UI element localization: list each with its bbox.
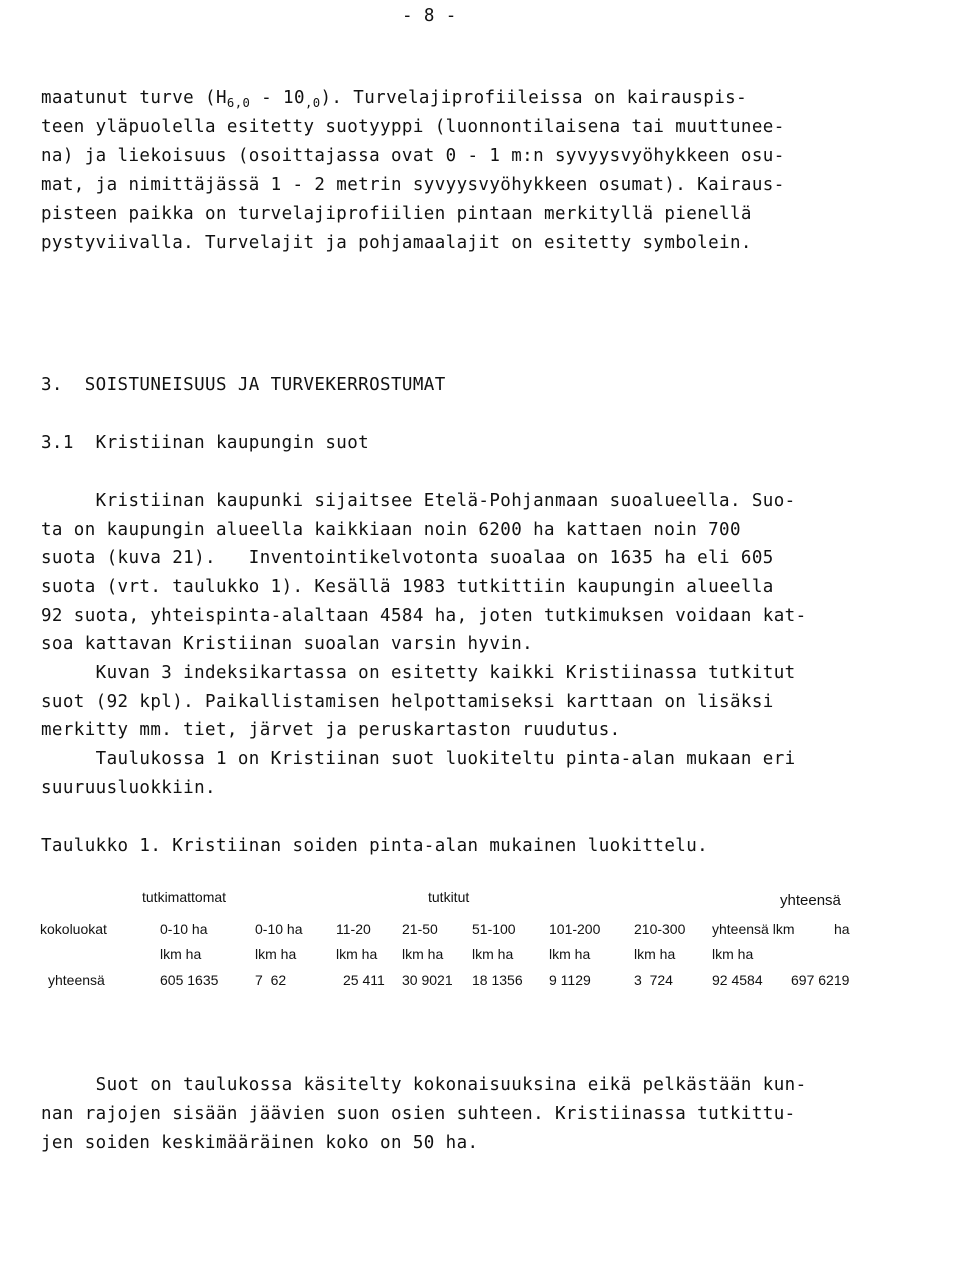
table-cell: 92 4584 [712, 972, 763, 988]
table-unit: lkm ha [712, 946, 754, 962]
table-unit: lkm ha [255, 946, 297, 962]
body-p2-line-3: merkitty mm. tiet, järvet ja peruskartaston ruudutus. [41, 720, 621, 740]
closing-line-2: nan rajojen sisään jäävien suon osien suhteen. Kristiinassa tutkittu- [41, 1104, 796, 1124]
intro-line-4: mat, ja nimittäjässä 1 - 2 metrin syvyysvyöhykkeen osumat). Kairaus- [41, 175, 785, 195]
table-cell: 9 1129 [549, 972, 591, 988]
body-p2-line-2: suot (92 kpl). Paikallistamisen helpottamiseksi karttaan on lisäksi [41, 692, 774, 712]
body-p1-line-4: suota (vrt. taulukko 1). Kesällä 1983 tutkittiin kaupungin alueella [41, 577, 774, 597]
intro-line-1-c: ). Turvelajiprofiileissa on kairauspis- [320, 88, 747, 108]
intro-line-1-a: maatunut turve (H [41, 88, 227, 108]
section-heading: 3. SOISTUNEISUUS JA TURVEKERROSTUMAT [41, 375, 446, 395]
subsection-heading: 3.1 Kristiinan kaupungin suot [41, 433, 370, 453]
table-row-label: yhteensä [48, 972, 105, 988]
table-header-class: 0-10 ha [160, 921, 208, 937]
intro-line-6: pystyviivalla. Turvelajit ja pohjamaalajit on esitetty symbolein. [41, 233, 752, 253]
table-cell: 30 9021 [402, 972, 453, 988]
body-p1-line-3: suota (kuva 21). Inventointikelvotonta suoalaa on 1635 ha eli 605 [41, 548, 774, 568]
table-header-class: 21-50 [402, 921, 438, 937]
body-p1-line-6: soa kattavan Kristiinan suoalan varsin hyvin. [41, 634, 534, 654]
table-unit: lkm ha [160, 946, 202, 962]
table-cell: 7 62 [255, 972, 287, 988]
body-p3-line-1: Taulukossa 1 on Kristiinan suot luokiteltu pinta-alan mukaan eri [41, 749, 796, 769]
table-group-total: yhteensä [780, 892, 841, 909]
table-caption: Taulukko 1. Kristiinan soiden pinta-alan mukainen luokittelu. [41, 836, 709, 856]
intro-line-3: na) ja liekoisuus (osoittajassa ovat 0 - 1 m:n syvyysvyöhykkeen osu- [41, 146, 785, 166]
body-p1-line-1: Kristiinan kaupunki sijaitsee Etelä-Pohjanmaan suoalueella. Suo- [41, 491, 796, 511]
table-cell: 18 1356 [472, 972, 523, 988]
intro-subscript-2: ,0 [304, 96, 321, 110]
intro-line-5: pisteen paikka on turvelajiprofiilien pintaan merkityllä pienellä [41, 204, 752, 224]
body-p1-line-2: ta on kaupungin alueella kaikkiaan noin 6200 ha kattaen noin 700 [41, 520, 741, 540]
table-group-studied: tutkitut [428, 889, 470, 905]
intro-line-2: teen yläpuolella esitetty suotyyppi (luonnontilaisena tai muuttunee- [41, 117, 785, 137]
table-group-untouched: tutkimattomat [142, 889, 227, 905]
table-cell: 697 6219 [791, 972, 850, 988]
body-p2-line-1: Kuvan 3 indeksikartassa on esitetty kaikki Kristiinassa tutkitut [41, 663, 796, 683]
intro-subscript-1: 6,0 [226, 96, 251, 110]
table-header-label: kokoluokat [40, 921, 107, 937]
intro-line-1-b: - 10 [250, 88, 305, 108]
table-unit: lkm ha [634, 946, 676, 962]
table-unit: lkm ha [402, 946, 444, 962]
body-p3-line-2: suuruusluokkiin. [41, 778, 216, 798]
table-unit: lkm ha [336, 946, 378, 962]
table-unit: lkm ha [549, 946, 591, 962]
closing-line-1: Suot on taulukossa käsitelty kokonaisuuksina eikä pelkästään kun- [41, 1075, 807, 1095]
table-header-class: yhteensä lkm [712, 921, 795, 937]
table-header-class: 51-100 [472, 921, 516, 937]
closing-line-3: jen soiden keskimääräinen koko on 50 ha. [41, 1133, 479, 1153]
page-number: - 8 - [402, 6, 457, 26]
body-p1-line-5: 92 suota, yhteispinta-alaltaan 4584 ha, joten tutkimuksen voidaan kat- [41, 606, 807, 626]
intro-line-1 [41, 88, 747, 108]
table-cell: 3 724 [634, 972, 673, 988]
table-header-class: 0-10 ha [255, 921, 303, 937]
table-header-class: 101-200 [549, 921, 601, 937]
table-header-class: 210-300 [634, 921, 686, 937]
table-unit: lkm ha [472, 946, 514, 962]
table-header-class: 11-20 [336, 921, 371, 937]
table-cell: 605 1635 [160, 972, 219, 988]
table-header-class: ha [834, 921, 850, 937]
table-cell: 25 411 [343, 972, 385, 988]
